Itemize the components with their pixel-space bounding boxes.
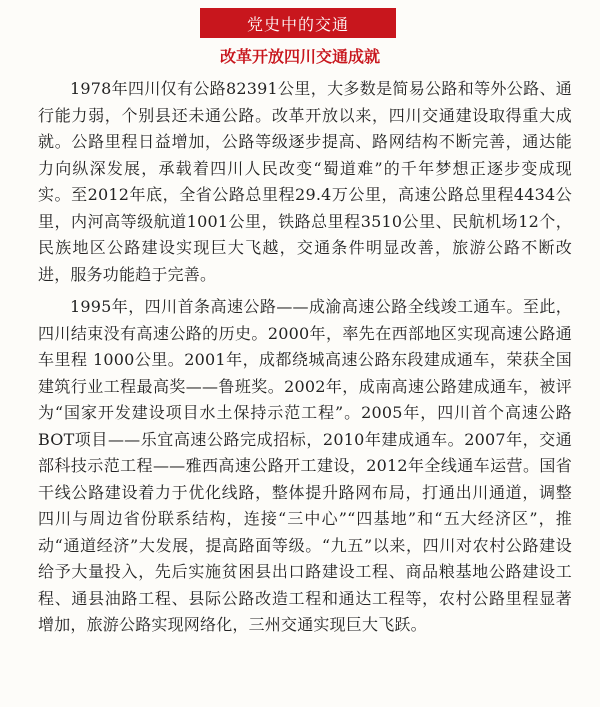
paragraph-1: 1978年四川仅有公路82391公里，大多数是简易公路和等外公路、通行能力弱，个别县还未通公路。改革开放以来，四川交通建设取得重大成就。公路里程日益增加，公路等级逐步提高、路网结构不断完善，通达能力向纵深发展，承载着四川人民改变“蜀道难”的千年梦想正逐步变成现实。至2012年底，全省公路总里程29.4万公里，高速公路总里程4434公里，内河高等级航道1001公里，铁路总里程3510公里、民航机场12个，民族地区公路建设实现巨大飞越，交通条件明显改善，旅游公路不断改进，服务功能趋于完善。 [38,79,572,284]
article-body [38,76,572,645]
paragraph-2: 1995年，四川首条高速公路——成渝高速公路全线竣工通车。至此，四川结束没有高速公路的历史。2000年，率先在西部地区实现高速公路通车里程 1000公里。2001年，成都绕城高速公路东段建成通车，荣获全国建筑行业工程最高奖——鲁班奖。2002年，成南高速公路建成通车，被评为“国家开发建设项目水土保持示范工程”。2005年，四川首个高速公路 BOT项目——乐宜高速公路完成招标，2010年建成通车。2007年，交通部科技示范工程——雅西高速公路开工建设，2012年全线通车运营。国省干线公路建设着力于优化线路，整体提升路网布局，打通出川通道，调整四川与周边省份联系结构，连接“三中心”“四基地”和“五大经济区”，推动“通道经济”大发展，提高路面等级。“九五”以来，四川对农村公路建设给予大量投入，先后实施贫困县出口路建设工程、商品粮基地公路建设工程、通县油路工程、县际公路改造工程和通达工程等，农村公路里程显著增加，旅游公路实现网络化，三州交通实现巨大飞跃。 [38,297,572,634]
section-header-title: 党史中的交通 [246,14,349,34]
article-subtitle: 改革开放四川交通成就 [219,47,380,66]
section-header-banner [200,8,396,38]
